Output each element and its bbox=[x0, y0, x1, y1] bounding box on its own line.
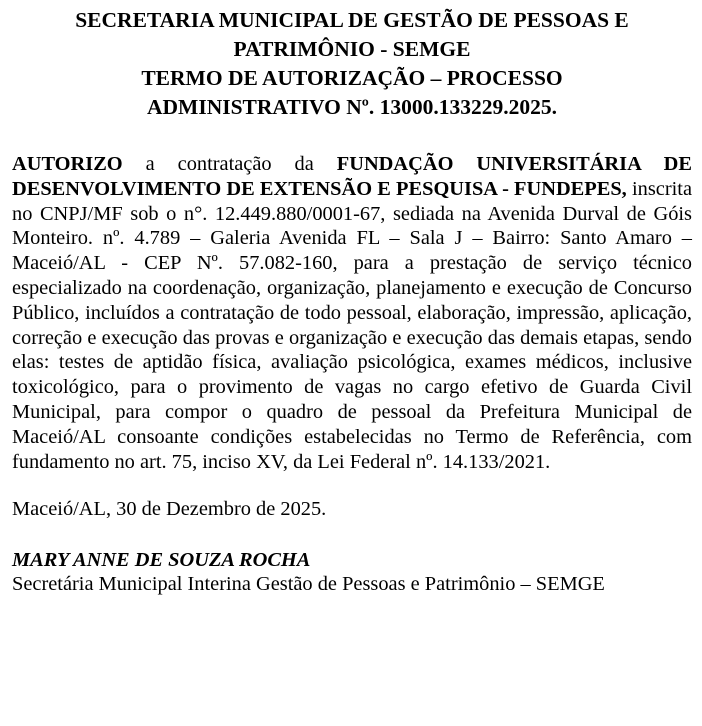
signer-role: Secretária Municipal Interina Gestão de Pessoas e Patrimônio – SEMGE bbox=[12, 573, 605, 596]
authorization-paragraph bbox=[12, 152, 692, 474]
document-header bbox=[12, 6, 692, 122]
header-line-3: TERMO DE AUTORIZAÇÃO – PROCESSO bbox=[141, 66, 563, 90]
document-page bbox=[12, 6, 692, 597]
place-and-date: Maceió/AL, 30 de Dezembro de 2025. bbox=[12, 498, 327, 521]
header-line-4: ADMINISTRATIVO Nº. 13000.133229.2025. bbox=[146, 95, 557, 119]
intro-text: a contratação da bbox=[122, 153, 337, 175]
header-line-2: PATRIMÔNIO - SEMGE bbox=[233, 37, 471, 61]
authorize-keyword: AUTORIZO bbox=[12, 153, 123, 175]
authorization-details: inscrita no CNPJ/MF sob o n°. 12.449.880/0001-67, sediada na Avenida Durval de Góis Monteiro. nº. 4.789 – Galeria Avenida FL – Sala J – Bairro: Santo Amaro – Maceió/AL - CEP Nº. 57.082-160, para a prestação de serviço técnico especializado na coordenação, organização, planejamento e execução de Concurso Público, incluídos a contratação de todo pessoal, elaboração, impressão, aplicação, correção e execução das provas e organização e execução das demais etapas, sendo elas: testes de aptidão física, avaliação psicológica, exames médicos, inclusive toxicológico, para o provimento de vagas no cargo efetivo de Guarda Civil Municipal, para compor o quadro de pessoal da Prefeitura Municipal de Maceió/AL consoante condições estabelecidas no Termo de Referência, com fundamento no art. 75, inciso XV, da Lei Federal nº. 14.133/2021. bbox=[12, 177, 692, 473]
header-line-1: SECRETARIA MUNICIPAL DE GESTÃO DE PESSOAS E bbox=[75, 8, 629, 32]
signer-name: MARY ANNE DE SOUZA ROCHA bbox=[12, 549, 311, 572]
contracted-entity: FUNDAÇÃO UNIVERSITÁRIA DE DESENVOLVIMENTO DE EXTENSÃO E PESQUISA - FUNDEPES, bbox=[12, 153, 692, 200]
